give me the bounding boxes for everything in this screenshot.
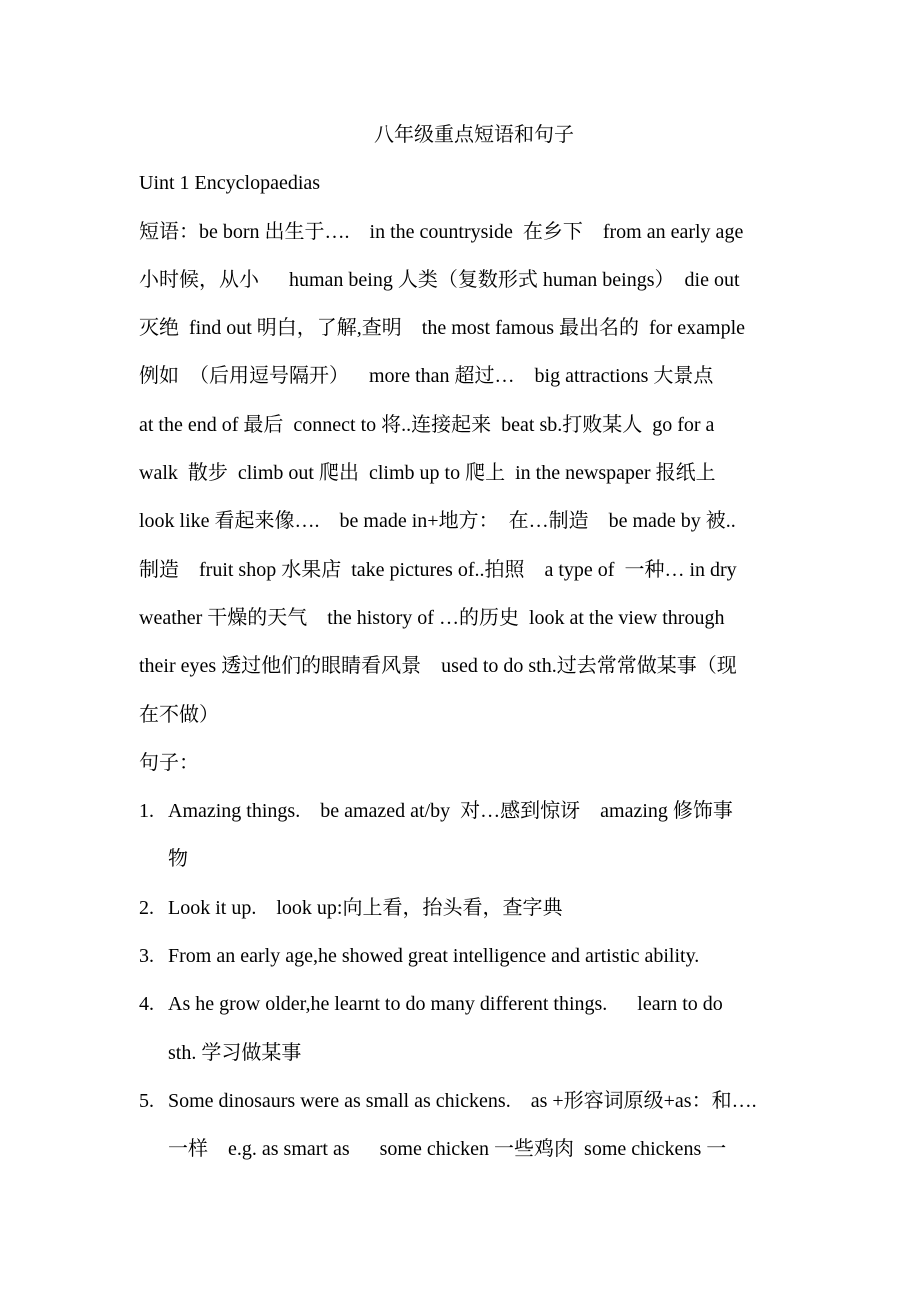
phrase-line: 在不做）	[139, 703, 219, 726]
phrase-line: 小时候，从小 human being 人类（复数形式 human beings） die out	[139, 268, 740, 291]
sentence-line: Amazing things. be amazed at/by 对…感到惊讶 amazing 修饰事	[168, 800, 733, 823]
phrase-line: look like 看起来像…. be made in+地方： 在…制造 be made by 被..	[139, 510, 736, 533]
phrase-line: 灭绝 find out 明白，了解,查明 the most famous 最出名的 for example	[139, 317, 746, 340]
sentence-line: Look it up. look up:向上看，抬头看，查字典	[168, 896, 563, 919]
sentences-label: 句子：	[139, 751, 199, 774]
sentence-line: 物	[168, 848, 188, 871]
sentence-item	[139, 893, 809, 941]
sentence-line: sth. 学习做某事	[168, 1041, 302, 1064]
phrase-line: walk 散步 climb out 爬出 climb up to 爬上 in the newspaper 报纸上	[139, 462, 716, 485]
sentence-line: 一样 e.g. as smart as some chicken 一些鸡肉 some chickens 一	[168, 1138, 727, 1161]
sentence-item	[139, 1086, 809, 1183]
document-title: 八年级重点短语和句子	[374, 124, 574, 146]
phrases-section	[139, 217, 809, 748]
sentence-number: 1.	[139, 800, 154, 823]
sentence-item	[139, 989, 809, 1086]
sentence-number: 2.	[139, 896, 154, 919]
phrase-line: 制造 fruit shop 水果店 take pictures of..拍照 a type of 一种… in dry	[139, 558, 737, 581]
sentence-number: 3.	[139, 945, 154, 968]
phrase-line: 例如 （后用逗号隔开） more than 超过… big attractions 大景点	[139, 365, 714, 388]
sentences-list	[139, 796, 809, 1182]
sentence-number: 4.	[139, 993, 154, 1016]
sentence-line: From an early age,he showed great intelligence and artistic ability.	[168, 945, 700, 968]
phrase-line: 短语：be born 出生于…. in the countryside 在乡下 from an early age	[139, 220, 744, 243]
document-page	[139, 120, 809, 1183]
sentence-item	[139, 941, 809, 989]
phrase-line: their eyes 透过他们的眼睛看风景 used to do sth.过去常常做某事（现	[139, 655, 737, 678]
unit-heading: Uint 1 Encyclopaedias	[139, 172, 321, 195]
sentence-item	[139, 796, 809, 893]
sentence-line: As he grow older,he learnt to do many different things. learn to do	[168, 993, 723, 1016]
sentence-number: 5.	[139, 1089, 154, 1112]
phrase-line: weather 干燥的天气 the history of …的历史 look at the view through	[139, 606, 725, 629]
sentence-line: Some dinosaurs were as small as chickens. as +形容词原级+as：和….	[168, 1089, 757, 1112]
phrase-line: at the end of 最后 connect to 将..连接起来 beat sb.打败某人 go for a	[139, 413, 715, 436]
